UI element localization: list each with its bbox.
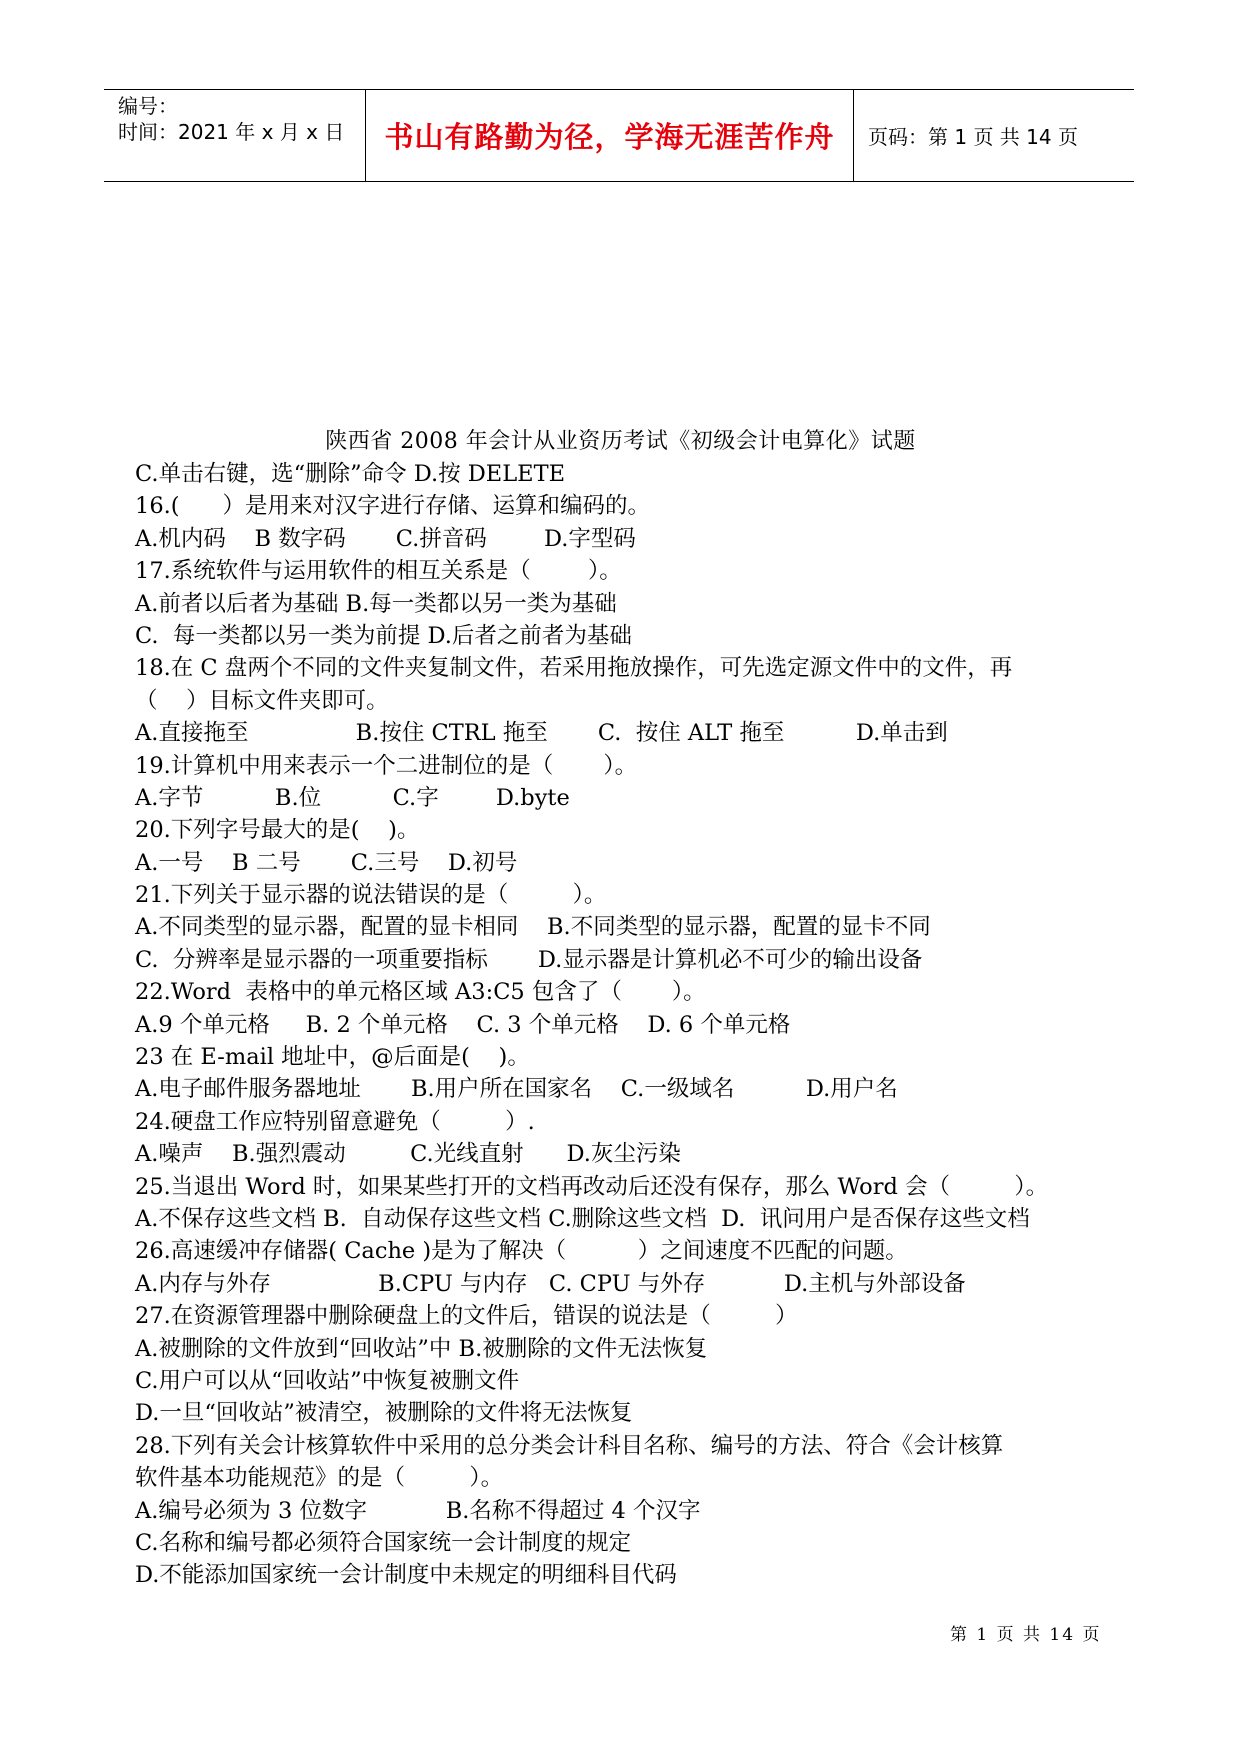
options-27-a: A.被删除的文件放到“回收站”中 B.被删除的文件无法恢复 [135,1335,708,1362]
header-motto: 书山有路勤为径，学海无涯苦作舟 [366,90,854,181]
options-27-b: C.用户可以从“回收站”中恢复被删文件 [135,1367,520,1394]
page-header [104,89,1134,182]
header-meta [104,90,366,181]
document-body [135,458,1135,1592]
question-18: 18.在 C 盘两个不同的文件夹复制文件，若采用拖放操作，可先选定源文件中的文件，再 [135,655,1013,682]
text-line: C.单击右键，选“删除”命令 D.按 DELETE [135,461,566,487]
question-24: 24.硬盘工作应特别留意避免（ ）. [135,1108,535,1135]
question-23: 23 在 E-mail 地址中，@后面是( )。 [135,1044,530,1071]
document-title: 陕西省 2008 年会计从业资历考试《初级会计电算化》试题 [325,429,916,454]
question-20: 20.下列字号最大的是( )。 [135,817,420,844]
question-22: 22.Word 表格中的单元格区域 A3:C5 包含了（ ）。 [135,979,706,1006]
options-28-a: A.编号必须为 3 位数字 B.名称不得超过 4 个汉字 [135,1497,701,1524]
question-25: 25.当退出 Word 时，如果某些打开的文档再改动后还没有保存，那么 Word 会（ ）。 [135,1173,1049,1200]
options-19: A.字节 B.位 C.字 D.byte [135,784,570,811]
question-27: 27.在资源管理器中删除硬盘上的文件后，错误的说法是（ ） [135,1303,798,1330]
options-21-a: A.不同类型的显示器，配置的显卡相同 B.不同类型的显示器，配置的显卡不同 [135,914,931,941]
options-21-b: C. 分辨率是显示器的一项重要指标 D.显示器是计算机必不可少的输出设备 [135,946,923,973]
header-page-info: 页码：第 1 页 共 14 页 [868,125,1078,149]
question-19: 19.计算机中用来表示一个二进制位的是（ ）。 [135,752,638,779]
question-28-cont: 软件基本功能规范》的是（ ）。 [135,1465,504,1492]
question-28: 28.下列有关会计核算软件中采用的总分类会计科目名称、编号的方法、符合《会计核算 [135,1432,1004,1459]
options-27-c: D.一旦“回收站”被清空，被删除的文件将无法恢复 [135,1400,633,1427]
options-26: A.内存与外存 B.CPU 与内存 C. CPU 与外存 D.主机与外部设备 [135,1270,966,1297]
time-label: 时间：2021 年 x 月 x 日 [118,120,345,144]
options-16: A.机内码 B 数字码 C.拼音码 D.字型码 [135,525,636,552]
options-17-a: A.前者以后者为基础 B.每一类都以另一类为基础 [135,590,617,617]
question-21: 21.下列关于显示器的说法错误的是（ ）。 [135,882,607,909]
question-26: 26.高速缓冲存储器( Cache )是为了解决（ ）之间速度不匹配的问题。 [135,1238,908,1265]
question-18-cont: （ ）目标文件夹即可。 [135,687,389,714]
options-25: A.不保存这些文档 B. 自动保存这些文档 C.删除这些文档 D. 讯问用户是否保存这些文档 [135,1205,1030,1232]
question-16: 16.( ）是用来对汉字进行存储、运算和编码的。 [135,493,650,520]
question-17: 17.系统软件与运用软件的相互关系是（ ）。 [135,558,622,585]
options-24: A.噪声 B.强烈震动 C.光线直射 D.灰尘污染 [135,1141,681,1168]
options-17-b: C. 每一类都以另一类为前提 D.后者之前者为基础 [135,622,632,649]
options-22: A.9 个单元格 B. 2 个单元格 C. 3 个单元格 D. 6 个单元格 [135,1011,791,1038]
options-28-b: C.名称和编号都必须符合国家统一会计制度的规定 [135,1529,632,1556]
options-18: A.直接拖至 B.按住 CTRL 拖至 C. 按住 ALT 拖至 D.单击到 [135,720,948,747]
number-label: 编号： [118,94,178,118]
options-20: A.一号 B 二号 C.三号 D.初号 [135,849,518,876]
options-23: A.电子邮件服务器地址 B.用户所在国家名 C.一级域名 D.用户名 [135,1076,898,1103]
page-footer: 第 1 页 共 14 页 [950,1625,1102,1645]
options-28-c: D.不能添加国家统一会计制度中未规定的明细科目代码 [135,1562,677,1589]
